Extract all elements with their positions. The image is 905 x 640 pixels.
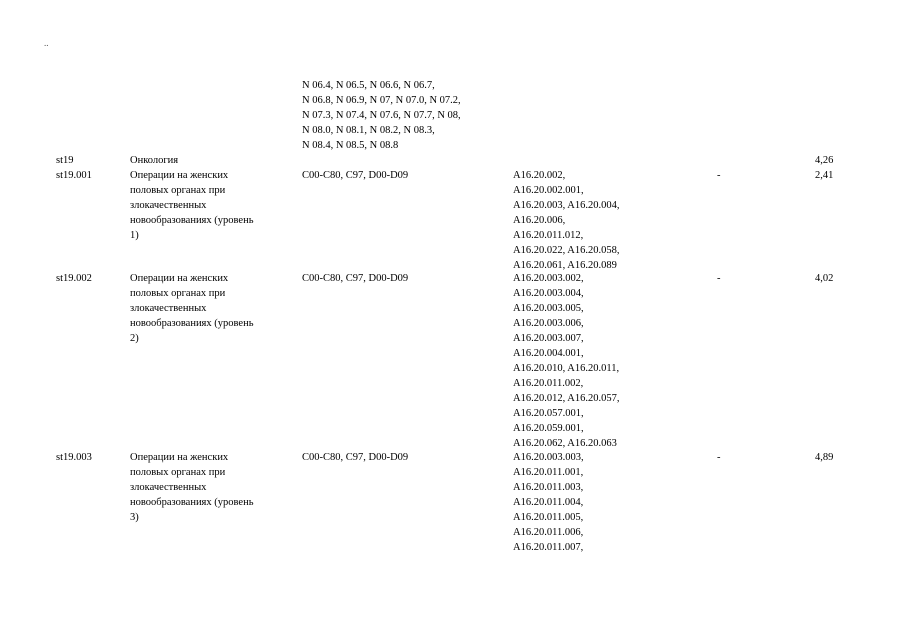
row-procedures bbox=[513, 168, 663, 273]
row-coefficient: 2,41 bbox=[815, 170, 834, 181]
procedure-line: A16.20.002, bbox=[513, 170, 566, 181]
procedure-line: A16.20.022, A16.20.058, bbox=[513, 245, 620, 256]
row-code: st19.002 bbox=[56, 273, 92, 284]
procedure-line: A16.20.003.004, bbox=[513, 288, 584, 299]
row-coefficient: 4,02 bbox=[815, 273, 834, 284]
procedure-line: A16.20.011.002, bbox=[513, 378, 584, 389]
page-mark: .. bbox=[44, 38, 49, 48]
row-code: st19.003 bbox=[56, 452, 92, 463]
section-coefficient: 4,26 bbox=[815, 155, 834, 166]
row-diagnoses: C00-C80, C97, D00-D09 bbox=[302, 170, 409, 181]
row-procedures bbox=[513, 271, 663, 451]
row-coefficient: 4,89 bbox=[815, 452, 834, 463]
name-line: новообразованиях (уровень bbox=[130, 215, 254, 226]
row-name bbox=[130, 168, 292, 243]
section-name: Онкология bbox=[130, 155, 179, 166]
name-line: 1) bbox=[130, 230, 139, 241]
name-line: половых органах при bbox=[130, 467, 226, 478]
row-diagnoses: C00-C80, C97, D00-D09 bbox=[302, 273, 409, 284]
procedure-line: A16.20.061, A16.20.089 bbox=[513, 260, 617, 271]
procedure-line: A16.20.011.006, bbox=[513, 527, 584, 538]
procedure-line: A16.20.003, A16.20.004, bbox=[513, 200, 620, 211]
diagnosis-line: N 07.3, N 07.4, N 07.6, N 07.7, N 08, bbox=[302, 110, 461, 121]
row-code: st19.001 bbox=[56, 170, 92, 181]
procedure-line: A16.20.010, A16.20.011, bbox=[513, 363, 620, 374]
procedure-line: A16.20.006, bbox=[513, 215, 566, 226]
continued-diagnoses bbox=[302, 78, 512, 153]
procedure-line: A16.20.003.002, bbox=[513, 273, 584, 284]
row-extra: - bbox=[717, 273, 721, 284]
name-line: половых органах при bbox=[130, 185, 226, 196]
row-name bbox=[130, 450, 292, 525]
name-line: новообразованиях (уровень bbox=[130, 318, 254, 329]
name-line: половых органах при bbox=[130, 288, 226, 299]
name-line: злокачественных bbox=[130, 303, 207, 314]
name-line: 2) bbox=[130, 333, 139, 344]
diagnosis-line: N 08.0, N 08.1, N 08.2, N 08.3, bbox=[302, 125, 435, 136]
section-code: st19 bbox=[56, 155, 74, 166]
diagnosis-line: N 06.8, N 06.9, N 07, N 07.0, N 07.2, bbox=[302, 95, 461, 106]
procedure-line: A16.20.011.007, bbox=[513, 542, 584, 553]
row-name bbox=[130, 271, 292, 346]
procedure-line: A16.20.003.003, bbox=[513, 452, 584, 463]
diagnosis-line: N 08.4, N 08.5, N 08.8 bbox=[302, 140, 399, 151]
procedure-line: A16.20.011.005, bbox=[513, 512, 584, 523]
procedure-line: A16.20.062, A16.20.063 bbox=[513, 438, 617, 449]
row-extra: - bbox=[717, 170, 721, 181]
procedure-line: A16.20.057.001, bbox=[513, 408, 584, 419]
name-line: Операции на женских bbox=[130, 452, 229, 463]
procedure-line: A16.20.059.001, bbox=[513, 423, 584, 434]
row-extra: - bbox=[717, 452, 721, 463]
name-line: 3) bbox=[130, 512, 139, 523]
procedure-line: A16.20.011.003, bbox=[513, 482, 584, 493]
row-diagnoses: C00-C80, C97, D00-D09 bbox=[302, 452, 409, 463]
name-line: новообразованиях (уровень bbox=[130, 497, 254, 508]
name-line: злокачественных bbox=[130, 482, 207, 493]
name-line: злокачественных bbox=[130, 200, 207, 211]
procedure-line: A16.20.011.001, bbox=[513, 467, 584, 478]
procedure-line: A16.20.003.007, bbox=[513, 333, 584, 344]
procedure-line: A16.20.011.004, bbox=[513, 497, 584, 508]
name-line: Операции на женских bbox=[130, 273, 229, 284]
procedure-line: A16.20.003.005, bbox=[513, 303, 584, 314]
name-line: Операции на женских bbox=[130, 170, 229, 181]
procedure-line: A16.20.011.012, bbox=[513, 230, 584, 241]
procedure-line: A16.20.003.006, bbox=[513, 318, 584, 329]
procedure-line: A16.20.012, A16.20.057, bbox=[513, 393, 620, 404]
procedure-line: A16.20.004.001, bbox=[513, 348, 584, 359]
procedure-line: A16.20.002.001, bbox=[513, 185, 584, 196]
row-procedures bbox=[513, 450, 663, 555]
diagnosis-line: N 06.4, N 06.5, N 06.6, N 06.7, bbox=[302, 80, 435, 91]
